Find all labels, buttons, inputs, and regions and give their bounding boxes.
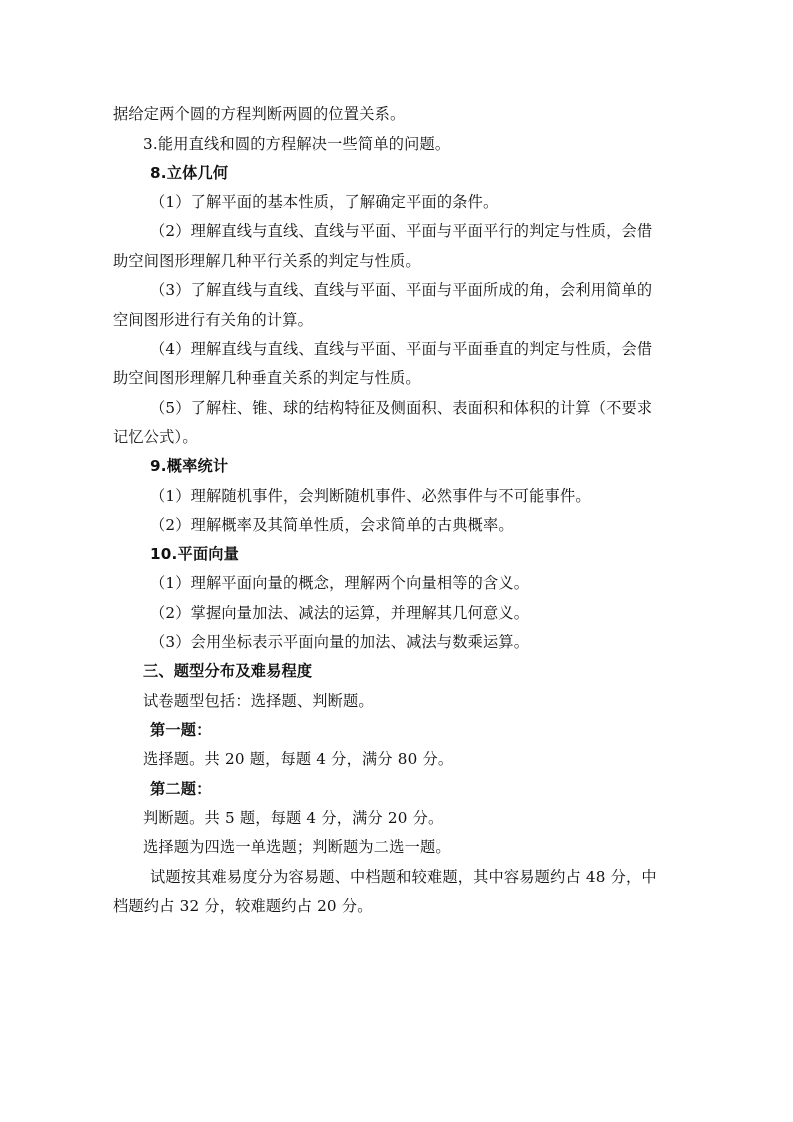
text-line: 档题约占 32 分，较难题约占 20 分。 bbox=[113, 897, 373, 915]
text-line: （1）理解平面向量的概念，理解两个向量相等的含义。 bbox=[150, 574, 530, 592]
section-heading-solid-geometry: 8.立体几何 bbox=[150, 164, 229, 182]
text-line: 选择题。共 20 题，每题 4 分，满分 80 分。 bbox=[143, 750, 454, 768]
text-line: （1）理解随机事件，会判断随机事件、必然事件与不可能事件。 bbox=[150, 487, 591, 505]
text-line: 据给定两个圆的方程判断两圆的位置关系。 bbox=[113, 105, 406, 123]
subheading-question-one: 第一题： bbox=[150, 721, 212, 739]
text-line: 助空间图形理解几种平行关系的判定与性质。 bbox=[113, 252, 421, 270]
text-line: 空间图形进行有关角的计算。 bbox=[113, 311, 314, 329]
text-line: 判断题。共 5 题，每题 4 分，满分 20 分。 bbox=[143, 809, 444, 827]
text-line: 选择题为四选一单选题；判断题为二选一题。 bbox=[143, 838, 451, 856]
subheading-question-two: 第二题： bbox=[150, 780, 212, 798]
section-heading-probability: 9.概率统计 bbox=[150, 457, 229, 475]
text-line: （3）了解直线与直线、直线与平面、平面与平面所成的角，会利用简单的 bbox=[150, 281, 653, 299]
text-line: 记忆公式）。 bbox=[113, 428, 198, 446]
text-line: 助空间图形理解几种垂直关系的判定与性质。 bbox=[113, 369, 421, 387]
text-line: 试题按其难易度分为容易题、中档题和较难题，其中容易题约占 48 分，中 bbox=[150, 868, 657, 886]
text-line: （2）理解直线与直线、直线与平面、平面与平面平行的判定与性质，会借 bbox=[150, 222, 653, 240]
text-line: （4）理解直线与直线、直线与平面、平面与平面垂直的判定与性质，会借 bbox=[150, 340, 653, 358]
text-line: 3.能用直线和圆的方程解决一些简单的问题。 bbox=[143, 135, 451, 153]
text-line: （1）了解平面的基本性质，了解确定平面的条件。 bbox=[150, 193, 499, 211]
text-line: 试卷题型包括：选择题、判断题。 bbox=[143, 692, 374, 710]
section-heading-vectors: 10.平面向量 bbox=[150, 545, 240, 563]
section-heading-question-types: 三、题型分布及难易程度 bbox=[143, 662, 313, 680]
text-line: （2）掌握向量加法、减法的运算，并理解其几何意义。 bbox=[150, 604, 530, 622]
text-line: （2）理解概率及其简单性质，会求简单的古典概率。 bbox=[150, 516, 514, 534]
text-line: （3）会用坐标表示平面向量的加法、减法与数乘运算。 bbox=[150, 633, 530, 651]
text-line: （5）了解柱、锥、球的结构特征及侧面积、表面积和体积的计算（不要求 bbox=[150, 399, 653, 417]
